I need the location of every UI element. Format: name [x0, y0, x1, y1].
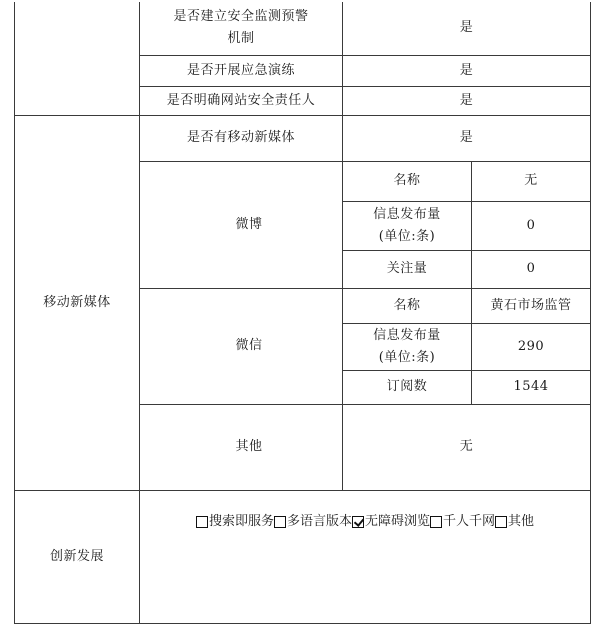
weibo-label: 微博: [140, 161, 343, 288]
innovation-options: [196, 491, 534, 536]
innovation-options-cell: [140, 490, 591, 623]
other-media-value: 无: [343, 404, 591, 490]
monitoring-warning-value: 是: [343, 2, 591, 55]
innovation-option-label: 多语言版本: [286, 513, 352, 529]
innovation-option-label: 其他: [508, 513, 535, 529]
wechat-posts-label: [343, 323, 472, 370]
innovation-option-label: 搜索即服务: [208, 513, 274, 529]
table-row: [15, 2, 591, 55]
mobile-media-section-label: 移动新媒体: [15, 115, 140, 490]
emergency-drill-label: 是否开展应急演练: [140, 55, 343, 86]
security-section-cell: [15, 2, 140, 115]
label-line: 信息发布量: [373, 206, 441, 222]
weibo-followers-label: 关注量: [343, 250, 472, 288]
innovation-option-label: 千人千网: [443, 513, 496, 529]
weibo-posts-value: 0: [472, 201, 591, 250]
label-line: 机制: [227, 31, 255, 47]
wechat-label: 微信: [140, 288, 343, 404]
label-line: 是否建立安全监测预警: [173, 9, 309, 25]
wechat-name-label: 名称: [343, 288, 472, 323]
has-mobile-media-value: 是: [343, 115, 591, 161]
weibo-name-value: 无: [472, 161, 591, 201]
emergency-drill-value: 是: [343, 55, 591, 86]
innovation-label: 创新发展: [15, 490, 140, 623]
innovation-option[interactable]: [430, 511, 495, 533]
security-owner-value: 是: [343, 86, 591, 115]
table-row: [15, 115, 591, 161]
innovation-option[interactable]: [495, 511, 534, 533]
checked-checkbox-icon[interactable]: [352, 516, 364, 528]
monitoring-warning-label: [140, 2, 343, 55]
checkbox-icon[interactable]: [495, 516, 507, 528]
checkbox-icon[interactable]: [196, 516, 208, 528]
wechat-posts-value: 290: [472, 323, 591, 370]
weibo-followers-value: 0: [472, 250, 591, 288]
table-row: [15, 490, 591, 623]
has-mobile-media-label: 是否有移动新媒体: [140, 115, 343, 161]
label-line: 信息发布量: [373, 327, 441, 343]
innovation-option-label: 无障碍浏览: [365, 513, 431, 529]
innovation-option[interactable]: [196, 511, 274, 533]
innovation-option[interactable]: [274, 511, 352, 533]
wechat-subscribers-label: 订阅数: [343, 370, 472, 404]
checkbox-icon[interactable]: [430, 516, 442, 528]
wechat-name-value: 黄石市场监管: [472, 288, 591, 323]
checkbox-icon[interactable]: [274, 516, 286, 528]
innovation-option[interactable]: [352, 511, 430, 533]
other-media-label: 其他: [140, 404, 343, 490]
weibo-name-label: 名称: [343, 161, 472, 201]
wechat-subscribers-value: 1544: [472, 370, 591, 404]
website-report-table: [14, 2, 591, 624]
security-owner-label: 是否明确网站安全责任人: [140, 86, 343, 115]
label-line: (单位:条): [378, 349, 436, 365]
label-line: (单位:条): [378, 228, 436, 244]
weibo-posts-label: [343, 201, 472, 250]
